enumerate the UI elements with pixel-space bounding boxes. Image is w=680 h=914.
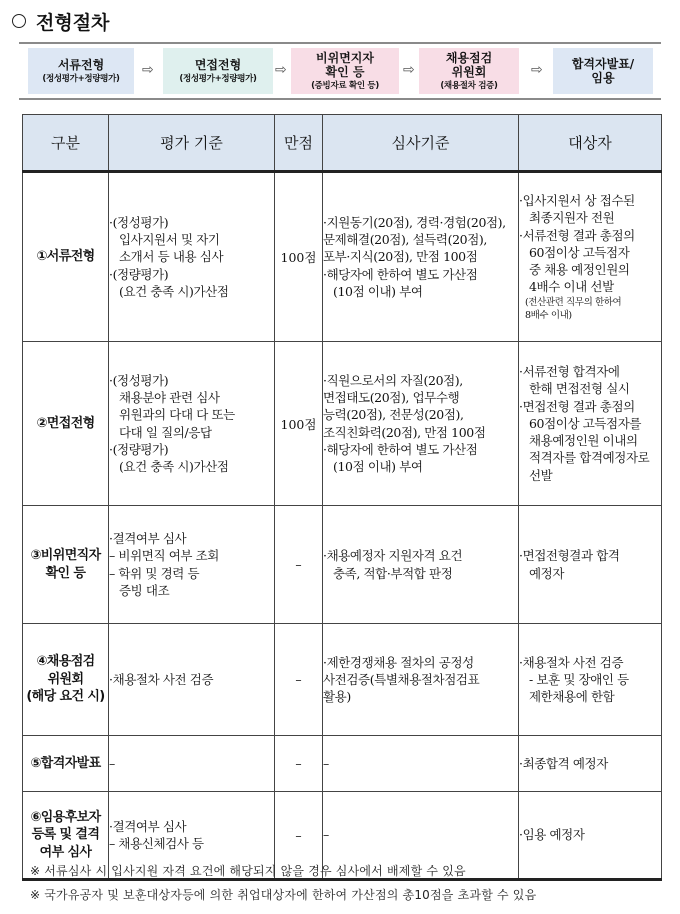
row-category: [23, 506, 109, 624]
criteria-line: – 채용신체검사 등: [109, 836, 204, 851]
row-criteria: [109, 506, 275, 624]
flow-step-sub: (채용절차 검증): [440, 81, 498, 92]
flow-step-committee: [419, 48, 519, 94]
target-line: 선발: [529, 467, 553, 483]
flow-step-label: 위원회: [451, 64, 487, 79]
criteria-line: ·(정성평가): [109, 214, 169, 230]
table-row: [23, 172, 662, 342]
category-label: ③비위면직자: [30, 547, 101, 563]
review-line: 사전검증(특별채용절차점검표: [323, 671, 480, 687]
row-points: –: [275, 792, 323, 880]
review-line: 능력(20점), 전문성(20점),: [323, 407, 464, 423]
review-line: 포부·지식(20점), 만점 100점: [323, 249, 478, 265]
criteria-line: ·(정량평가): [109, 266, 169, 282]
review-line: 문제해결(20점), 설득력(20점),: [323, 232, 487, 248]
table-header-row: [23, 115, 662, 172]
section-title-text: 전형절차: [36, 11, 110, 34]
right-arrow-icon: ⇨: [403, 62, 415, 78]
category-label: 확인 등: [45, 565, 86, 581]
review-line: ·채용예정자 지원자격 요건: [323, 548, 463, 564]
target-line: ·면접전형결과 합격: [519, 548, 620, 564]
target-line: 최종지원자 전원: [529, 210, 615, 226]
criteria-line: ·(정성평가): [109, 372, 169, 388]
row-points: –: [275, 506, 323, 624]
procedure-table: [22, 114, 662, 881]
criteria-line: ·결격여부 심사: [109, 531, 187, 546]
criteria-line: – 비위면직 여부 조회: [109, 548, 219, 564]
header-review: 심사기준: [323, 115, 519, 172]
target-line: 60점이상 고득점자: [529, 244, 630, 260]
flow-step-verification: [291, 48, 399, 94]
row-points: 100점: [275, 172, 323, 342]
right-arrow-icon: ⇨: [142, 62, 154, 78]
row-points: –: [275, 736, 323, 792]
row-criteria: [109, 624, 275, 736]
flow-step-sub: (증빙자료 확인 등): [311, 81, 379, 92]
target-line: ·입사지원서 상 접수된: [519, 193, 635, 209]
section-title: [12, 6, 109, 36]
flow-step-announcement: [553, 48, 653, 94]
circle-bullet-icon: [12, 14, 26, 28]
category-label: ⑥임용후보자: [30, 809, 101, 825]
target-line: ·임용 예정자: [519, 827, 585, 843]
flow-step-label: 비위면지자: [316, 50, 374, 65]
header-category: 구분: [23, 115, 109, 172]
review-line: ·제한경쟁채용 절차의 공정성: [323, 654, 474, 670]
criteria-line: ·채용절차 사전 검증: [109, 671, 214, 687]
criteria-line: (요건 충족 시)가산점: [119, 283, 229, 299]
row-target: [519, 172, 662, 342]
criteria-line: ·(정량평가): [109, 441, 169, 457]
review-line: 조직친화력(20점), 만점 100점: [323, 424, 486, 440]
flow-step-label: 확인 등: [325, 64, 365, 79]
review-line: –: [323, 827, 329, 843]
target-line: ·채용절차 사전 검증: [519, 654, 624, 670]
row-category: [23, 172, 109, 342]
row-review: [323, 736, 519, 792]
review-line: –: [323, 755, 329, 771]
row-category: [23, 624, 109, 736]
criteria-line: 입사지원서 및 자기: [119, 232, 220, 248]
review-line: (10점 이내) 부여: [333, 459, 423, 474]
review-line: ·해당자에 한하여 별도 가산점: [323, 441, 478, 457]
right-arrow-icon: ⇨: [531, 62, 543, 78]
review-line: ·직원으로서의 자질(20점),: [323, 372, 463, 388]
row-category: [23, 342, 109, 506]
review-line: 활용): [323, 689, 351, 705]
review-line: 충족, 적합·부적합 판정: [333, 565, 453, 581]
category-label: ①서류전형: [36, 249, 95, 265]
footnote: ※ 서류심사 시 입사지원 자격 요건에 해당되지 않을 경우 심사에서 배제할 수 있음: [30, 864, 466, 878]
flow-step-label: 합격자발표/: [571, 56, 635, 71]
category-label: 등록 및 결격: [31, 827, 100, 843]
flow-step-label: 채용점검: [445, 50, 493, 65]
flow-step-label: 면접전형: [194, 57, 242, 72]
criteria-line: – 학위 및 경력 등: [109, 565, 200, 581]
row-points: –: [275, 624, 323, 736]
criteria-line: 증빙 대조: [119, 582, 170, 598]
flow-step-document: [28, 48, 134, 94]
header-points: 만점: [275, 115, 323, 172]
criteria-line: (요건 충족 시)가산점: [119, 459, 229, 474]
target-line: ·최종합격 예정자: [519, 755, 608, 771]
row-target: [519, 506, 662, 624]
row-criteria: [109, 172, 275, 342]
category-label: ⑤합격자발표: [30, 755, 101, 771]
criteria-line: ·결격여부 심사: [109, 818, 187, 834]
criteria-line: 소개서 등 내용 심사: [119, 249, 224, 265]
header-criteria: 평가 기준: [109, 115, 275, 172]
category-label: ②면접전형: [36, 415, 95, 431]
row-review: [323, 342, 519, 506]
target-line: 한해 면접전형 실시: [529, 381, 630, 397]
target-line: 60점이상 고득점자를: [529, 415, 642, 431]
flow-step-label: 임용: [591, 71, 615, 85]
target-line: 채용예정인원 이내의: [529, 433, 638, 449]
category-label: 위원회: [47, 671, 84, 687]
review-line: ·지원동기(20점), 경력·경험(20점),: [323, 214, 506, 230]
right-arrow-icon: ⇨: [275, 62, 287, 78]
row-points: 100점: [275, 342, 323, 506]
target-line: ·면접전형 결과 총점의: [519, 398, 635, 414]
target-line: ·서류전형 합격자에: [519, 364, 620, 380]
row-target: [519, 342, 662, 506]
target-note: (전산관련 직무의 한하여: [525, 296, 622, 308]
table-row: [23, 736, 662, 792]
row-criteria: [109, 342, 275, 506]
header-target: 대상자: [519, 115, 662, 172]
table-row: [23, 506, 662, 624]
flow-step-sub: (정성평가+정량평가): [42, 74, 120, 85]
criteria-line: 위원과의 다대 다 또는: [119, 407, 235, 423]
row-target: [519, 736, 662, 792]
table-row: [23, 624, 662, 736]
review-line: 면접태도(20점), 업무수행: [323, 390, 460, 405]
target-line: 예정자: [529, 565, 565, 581]
review-line: (10점 이내) 부여: [333, 283, 423, 299]
target-line: - 보훈 및 장애인 등: [529, 671, 629, 687]
target-note: 8배수 이내): [525, 309, 572, 321]
category-label: ④채용점검: [36, 654, 95, 670]
target-line: ·서류전형 결과 총점의: [519, 227, 635, 243]
target-line: 4배수 이내 선발: [529, 279, 614, 295]
process-flow: [19, 42, 661, 100]
criteria-line: –: [109, 755, 115, 771]
row-review: [323, 172, 519, 342]
target-line: 적격자를 합격예정자로: [529, 450, 650, 466]
footnote: ※ 국가유공자 및 보훈대상자등에 의한 취업대상자에 한하여 가산점의 총10점을 초과할 수 있음: [30, 888, 537, 902]
target-line: 제한채용에 한함: [529, 689, 615, 705]
row-category: [23, 736, 109, 792]
flow-step-label: 서류전형: [57, 57, 105, 72]
target-line: 중 채용 예정인원의: [529, 262, 630, 278]
row-criteria: [109, 736, 275, 792]
category-label: 여부 심사: [39, 844, 92, 860]
row-review: [323, 506, 519, 624]
row-review: [323, 624, 519, 736]
table-row: [23, 342, 662, 506]
row-target: [519, 792, 662, 880]
flow-step-sub: (정성평가+정량평가): [179, 74, 257, 85]
row-target: [519, 624, 662, 736]
category-label: (해당 요건 시): [26, 689, 105, 705]
criteria-line: 채용분야 관련 심사: [119, 390, 220, 405]
flow-step-interview: [163, 48, 273, 94]
criteria-line: 다대 일 질의/응답: [119, 424, 212, 440]
review-line: ·해당자에 한하여 별도 가산점: [323, 266, 478, 282]
